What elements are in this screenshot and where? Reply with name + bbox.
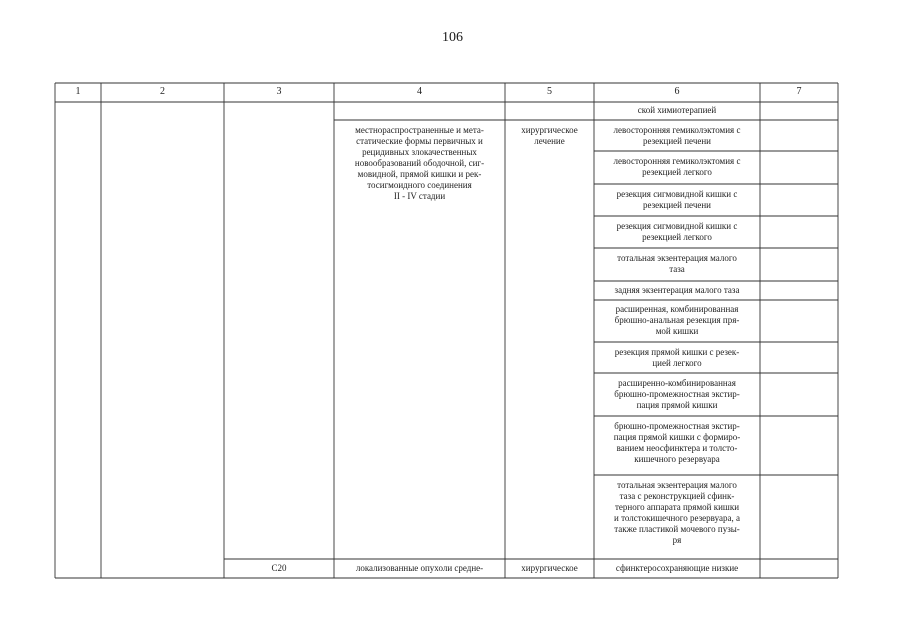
header-cell-5: 5 (547, 86, 552, 97)
procedure-cell (596, 378, 758, 411)
header-cell-6: 6 (674, 86, 680, 97)
diagnosis-line: рецидивных злокачественных (362, 147, 477, 157)
procedure-line: расширенная, комбинированная (615, 304, 739, 314)
procedure-line: резекцией легкого (642, 232, 712, 242)
diagnosis-cell: локализованные опухоли средне- (355, 563, 484, 573)
procedure-line: таза (669, 264, 685, 274)
header-cell-1: 1 (75, 86, 81, 97)
treatment-type-cell (505, 125, 594, 147)
procedure-line: резекцией печени (643, 136, 711, 146)
procedure-line: пация прямой кишки (636, 400, 718, 410)
procedure-line: и толстокишечного резервуара, а (614, 513, 740, 523)
procedure-cell (596, 347, 758, 369)
diagnosis-line: статические формы первичных и (356, 136, 483, 146)
diagnosis-line: местнораспространенные и мета- (355, 125, 484, 135)
procedure-line: левосторонняя гемиколэктомия с (613, 125, 741, 135)
procedure-line: пация прямой кишки с формиро- (613, 432, 741, 442)
diagnosis-line: тосигмоидного соединения (367, 180, 472, 190)
procedure-line: тотальная экзентерация малого (617, 253, 737, 263)
procedure-line: левосторонняя гемиколэктомия с (613, 156, 741, 166)
procedure-cell: сфинктеросохраняющие низкие (615, 563, 739, 573)
procedure-line: задняя экзентерация малого таза (614, 285, 740, 295)
procedure-cell (596, 189, 758, 211)
procedure-line: расширенно-комбинированная (618, 378, 736, 388)
procedure-line: кишечного резервуара (634, 454, 720, 464)
procedure-line: резекция сигмовидной кишки с (616, 189, 738, 199)
procedure-line: цией легкого (652, 358, 702, 368)
procedure-line: резекция сигмовидной кишки с (616, 221, 738, 231)
diagnosis-cell (336, 125, 503, 202)
header-cell-7: 7 (796, 86, 802, 97)
header-cell-3: 3 (276, 86, 282, 97)
procedure-line: резекция прямой кишки с резек- (614, 347, 740, 357)
procedure-cell (596, 125, 758, 147)
header-cell-4: 4 (417, 86, 422, 97)
procedure-cell (596, 156, 758, 178)
procedure-cell (596, 285, 758, 296)
procedure-line: ря (672, 535, 682, 545)
procedure-line: терного аппарата прямой кишки (614, 502, 740, 512)
continuation-cell-col6: ской химиотерапией (637, 105, 717, 115)
treatment-type-cell: хирургическое (521, 563, 578, 573)
procedure-line: брюшно-промежностная экстир- (614, 389, 740, 399)
procedure-cell (596, 253, 758, 275)
procedure-line: также пластикой мочевого пузы- (614, 524, 740, 534)
treatment-line: лечение (534, 136, 565, 146)
procedure-line: резекцией печени (643, 200, 711, 210)
procedure-cell (596, 221, 758, 243)
procedure-line: мой кишки (655, 326, 699, 336)
procedure-line: брюшно-промежностная экстир- (614, 421, 740, 431)
procedure-cell (596, 480, 758, 546)
procedure-cell (596, 421, 758, 465)
treatment-line: хирургическое (521, 125, 578, 135)
diagnosis-line: новообразований ободочной, сиг- (354, 158, 485, 168)
procedure-line: резекцией легкого (642, 167, 712, 177)
diagnosis-line: II - IV стадии (393, 191, 446, 201)
procedure-line: таза с реконструкцией сфинк- (619, 491, 735, 501)
procedure-line: тотальная экзентерация малого (617, 480, 737, 490)
icd-code-cell: C20 (271, 563, 287, 573)
page-number: 106 (442, 30, 463, 45)
header-cell-2: 2 (160, 86, 165, 97)
procedure-line: ванием неосфинктера и толсто- (616, 443, 738, 453)
diagnosis-line: мовидной, прямой кишки и рек- (357, 169, 482, 179)
procedure-line: брюшно-анальная резекция пря- (614, 315, 740, 325)
procedure-cell (596, 304, 758, 337)
